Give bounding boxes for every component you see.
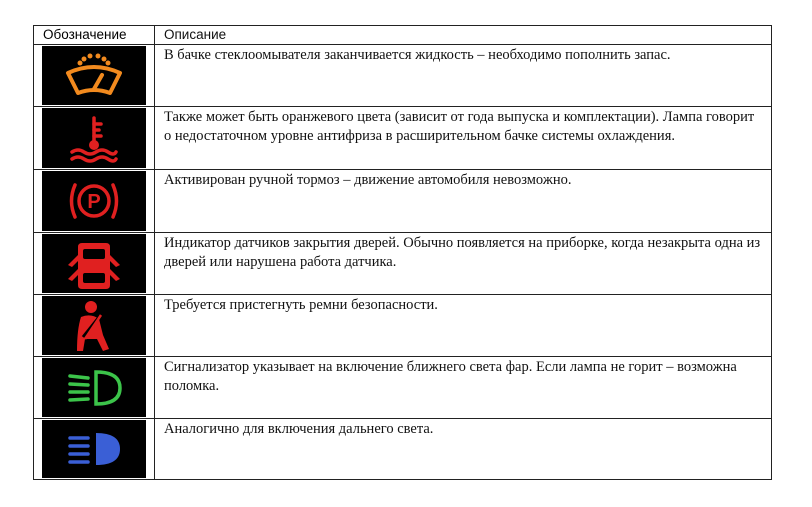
row-description: Также может быть оранжевого цвета (зависит от года выпуска и комплектации). Лампа говорит о недостаточном уровне антифриза в расширительном бачке системы охлаждения. (155, 107, 772, 169)
row-description: Активирован ручной тормоз – движение автомобиля невозможно. (155, 170, 772, 232)
table-row (34, 419, 772, 480)
table-row (34, 295, 772, 357)
washer-fluid-icon (42, 46, 146, 105)
table-row (34, 357, 772, 419)
indicator-table (33, 25, 772, 480)
door-open-icon (42, 234, 146, 293)
svg-text:P: P (87, 191, 101, 213)
row-description: Требуется пристегнуть ремни безопасности. (155, 295, 772, 356)
header-description: Описание (155, 26, 772, 44)
low-beam-icon (42, 358, 146, 417)
table-header-row (34, 26, 772, 45)
parking-brake-icon (42, 171, 146, 231)
row-description: Сигнализатор указывает на включение ближнего света фар. Если лампа не горит – возможна поломка. (155, 357, 772, 418)
table-row (34, 107, 772, 170)
table-row (34, 45, 772, 107)
row-description: В бачке стеклоомывателя заканчивается жидкость – необходимо пополнить запас. (155, 45, 772, 106)
coolant-level-icon (42, 108, 146, 168)
high-beam-icon (42, 420, 146, 478)
table-row (34, 233, 772, 295)
table-row (34, 170, 772, 233)
header-designation: Обозначение (34, 26, 155, 44)
seatbelt-icon (42, 296, 146, 355)
row-description: Аналогично для включения дальнего света. (155, 419, 772, 479)
row-description: Индикатор датчиков закрытия дверей. Обычно появляется на приборке, когда незакрыта одна из дверей или нарушена работа датчика. (155, 233, 772, 294)
